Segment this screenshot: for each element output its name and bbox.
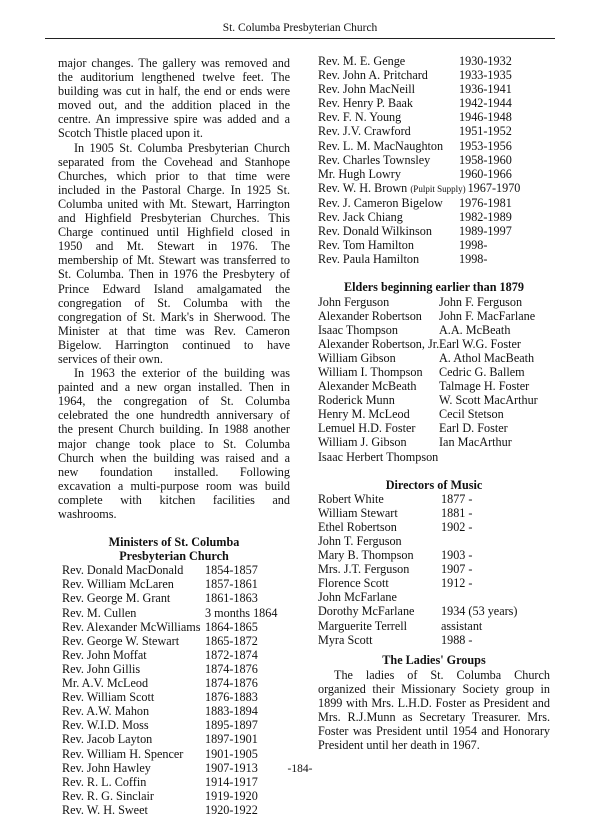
elder-row-value: W. Scott MacArthur	[439, 393, 538, 408]
minister-row-value: 1930-1932	[459, 54, 512, 68]
elder-row	[318, 435, 550, 449]
minister-row-value: 1960-1966	[459, 166, 512, 181]
music-director-row	[318, 619, 550, 633]
minister-row	[318, 96, 550, 110]
paragraph-2: In 1905 St. Columba Presbyterian Church separated from the Covehead and Stanhope Churches, which prior to that time were included in the Pastoral Charge. In 1925 St. Columba united with Mt. Stewart, Harrington and Highfield Presbyterian Churches. This Charge continued until Highfield closed in 1950 and Mt. Stewart in 1976. The membership of Mt. Stewart was transferred to St. Columba. Then in 1976 the Presbytery of Prince Edward Island amalgamated the congregation of St. Columba with the congregation of St. Mark's in Sherwood. The Minister at that time was Rev. Cameron Bigelow. Harrington continued to have services of their own.	[58, 140, 290, 366]
minister-row-value: 1946-1948	[459, 110, 512, 125]
music-director-row-name: William Stewart	[318, 505, 398, 520]
minister-row-name: Rev. Jacob Layton	[62, 732, 153, 747]
elder-row	[318, 379, 550, 393]
minister-row	[62, 718, 290, 732]
elder-row	[318, 365, 550, 379]
minister-row-name: Rev. W.I.D. Moss	[62, 718, 149, 733]
minister-row-value: 1920-1922	[205, 802, 258, 817]
elders-list	[318, 295, 550, 464]
ladies-heading: The Ladies' Groups	[382, 652, 486, 667]
minister-row-name: Mr. Hugh Lowry	[318, 166, 401, 181]
elder-row-name: Alexander McBeath	[318, 379, 417, 394]
music-director-row	[318, 590, 550, 604]
minister-row	[318, 252, 550, 266]
elder-row-name: Isaac Thompson	[318, 322, 398, 337]
elder-row-name: John Ferguson	[318, 294, 390, 309]
minister-row-name: Rev. John Gillis	[62, 661, 141, 676]
minister-row-value: 1907-1913	[205, 760, 258, 775]
minister-row-value: 1951-1952	[459, 124, 512, 139]
minister-row-name: Rev. William McLaren	[62, 577, 174, 592]
minister-row	[62, 789, 290, 803]
minister-row-value: 1998-	[459, 238, 488, 253]
elder-row-name: Roderick Munn	[318, 393, 395, 408]
minister-row-value: 1883-1894	[205, 704, 258, 719]
minister-row-name: Rev. A.W. Mahon	[62, 704, 150, 719]
music-director-row	[318, 534, 550, 548]
minister-row	[62, 690, 290, 704]
music-director-row-name: Marguerite Terrell	[318, 618, 408, 633]
page-number: -184-	[287, 763, 313, 775]
elder-row	[318, 407, 550, 421]
minister-row-name: Rev. John A. Pritchard	[318, 68, 428, 83]
music-director-row-name: Robert White	[318, 491, 384, 506]
left-column	[58, 56, 290, 817]
music-director-row-value: 1907 -	[441, 562, 473, 577]
music-director-row-value: 1934 (53 years)	[441, 604, 518, 619]
music-director-row-value: 1902 -	[441, 519, 473, 534]
minister-row	[62, 606, 290, 620]
minister-row-value: 1872-1874	[205, 647, 258, 662]
minister-row-value: 1936-1941	[459, 82, 512, 97]
minister-row	[62, 648, 290, 662]
minister-row	[62, 577, 290, 591]
minister-row	[318, 238, 550, 252]
elder-row-value: Cedric G. Ballem	[439, 364, 525, 379]
ladies-paragraph: The ladies of St. Columba Church organized their Missionary Society group in 1899 with Mrs. L.H.D. Foster as President and Mrs. R.J.Munn as Secretary Treasurer. Mrs. Foster was President until 1954 and Honorary President until her death in 1967.	[318, 667, 550, 753]
minister-row-value: 1976-1981	[459, 195, 512, 210]
minister-row	[62, 634, 290, 648]
minister-row-value: 1861-1863	[205, 591, 258, 606]
ministers-heading-1: Ministers of St. Columba	[108, 535, 240, 550]
minister-row	[318, 68, 550, 82]
minister-row	[318, 210, 550, 224]
minister-row	[62, 732, 290, 746]
music-director-row-value: 1912 -	[441, 576, 473, 591]
minister-row-value: 1864-1865	[205, 619, 258, 634]
minister-years: 1967-1970	[467, 180, 521, 195]
elder-row-name: William J. Gibson	[318, 435, 407, 450]
minister-row-value: 1942-1944	[459, 96, 512, 111]
minister-row-value: 1958-1960	[459, 152, 512, 167]
music-director-row-name: Florence Scott	[318, 576, 389, 591]
minister-row	[318, 54, 550, 68]
minister-row	[318, 196, 550, 210]
elder-row	[318, 421, 550, 435]
elder-row-value: Cecil Stetson	[439, 407, 504, 422]
minister-row	[318, 153, 550, 167]
minister-row-brown	[318, 181, 550, 196]
ministers-list-left	[58, 563, 290, 817]
minister-row-name: Rev. William Scott	[62, 690, 155, 705]
elder-row-name: Alexander Robertson, Jr.	[318, 336, 440, 351]
music-director-row-value: 1877 -	[441, 491, 473, 506]
minister-row-value: 1874-1876	[205, 661, 258, 676]
minister-row-value: 1933-1935	[459, 68, 512, 83]
minister-row	[62, 591, 290, 605]
right-column	[318, 56, 550, 752]
minister-row-value: 1919-1920	[205, 788, 258, 803]
minister-row	[62, 747, 290, 761]
minister-row-value: 1901-1905	[205, 746, 258, 761]
minister-row-name: Rev. W. H. Sweet	[62, 802, 148, 817]
elder-row	[318, 351, 550, 365]
music-director-row	[318, 520, 550, 534]
music-director-row-name: Dorothy McFarlane	[318, 604, 415, 619]
minister-row-name: Rev. Alexander McWilliams	[62, 619, 201, 634]
minister-row-value: 3 months 1864	[205, 605, 278, 620]
minister-row	[318, 110, 550, 124]
minister-row-name: Rev. Jack Chiang	[318, 210, 403, 225]
running-header: St. Columba Presbyterian Church	[222, 22, 378, 34]
minister-row-value: 1876-1883	[205, 690, 258, 705]
elder-row-value: John F. MacFarlane	[439, 308, 536, 323]
music-director-row	[318, 506, 550, 520]
elder-row	[318, 323, 550, 337]
minister-row-name: Rev. Tom Hamilton	[318, 238, 414, 253]
elder-row-value: John F. Ferguson	[439, 294, 523, 309]
minister-row-name: Rev. John Moffat	[62, 647, 147, 662]
music-director-row	[318, 576, 550, 590]
minister-row	[318, 224, 550, 238]
minister-row-value: 1914-1917	[205, 774, 258, 789]
minister-row-value: 1953-1956	[459, 138, 512, 153]
minister-row-name: Rev. F. N. Young	[318, 110, 402, 125]
elder-row-name: William Gibson	[318, 350, 396, 365]
music-director-row-name: Ethel Robertson	[318, 519, 397, 534]
elder-row	[318, 295, 550, 309]
minister-row	[62, 563, 290, 577]
minister-row-value: 1897-1901	[205, 732, 258, 747]
paragraph-3: In 1963 the exterior of the building was painted and a new organ installed. Then in 1964, the congregation of St. Columba celebrated the one hundredth anniversary of the present Church building. In 1988 another major change took place to St. Columba Church when the building was raised and a new foundation installed. Following excavation a multi-purpose room was build complete with kitchen facilities and washrooms.	[58, 366, 290, 521]
minister-row	[318, 82, 550, 96]
elder-row	[318, 337, 550, 351]
pulpit-supply-note: (Pulpit Supply)	[410, 183, 466, 194]
elder-row-name: Isaac Herbert Thompson	[318, 449, 439, 464]
minister-row	[62, 803, 290, 817]
paragraph-1: major changes. The gallery was removed and the auditorium lengthened twelve feet. The building was cut in half, the end or ends were moved out, and the addition placed in the centre. An impressive spire was added and a Scotch Thistle placed upon it.	[58, 56, 290, 141]
music-director-row-value: assistant	[441, 618, 483, 633]
elder-row-name: Lemuel H.D. Foster	[318, 421, 416, 436]
minister-row-name: Rev. Donald MacDonald	[62, 563, 184, 578]
minister-row	[62, 676, 290, 690]
minister-row-value: 1865-1872	[205, 633, 258, 648]
minister-row-value: 1989-1997	[459, 224, 512, 239]
minister-row-value: 1854-1857	[205, 563, 258, 578]
minister-row	[62, 620, 290, 634]
minister-row-name: Rev. R. G. Sinclair	[62, 788, 154, 803]
music-director-row	[318, 604, 550, 618]
minister-row-name: Rev. John MacNeill	[318, 82, 416, 97]
elders-heading: Elders beginning earlier than 1879	[344, 280, 524, 295]
ministers-list-right-2	[318, 196, 550, 266]
elder-row-value: Ian MacArthur	[439, 435, 512, 450]
elder-row-name: Alexander Robertson	[318, 308, 422, 323]
minister-row-name: Rev. Donald Wilkinson	[318, 224, 432, 239]
minister-row-value: 1982-1989	[459, 210, 512, 225]
minister-row-name: Rev. J.V. Crawford	[318, 124, 411, 139]
music-director-row	[318, 562, 550, 576]
elder-row-value: Earl D. Foster	[439, 421, 508, 436]
minister-row-value: 1874-1876	[205, 676, 258, 691]
minister-row-name: Mr. A.V. McLeod	[62, 676, 149, 691]
minister-row	[62, 775, 290, 789]
elder-row-value: A. Athol MacBeath	[439, 350, 535, 365]
music-director-row-name: John T. Ferguson	[318, 534, 402, 548]
music-director-row-value: 1903 -	[441, 548, 473, 563]
minister-row	[62, 662, 290, 676]
minister-row-name: Rev. Charles Townsley	[318, 152, 431, 167]
music-directors-list	[318, 492, 550, 647]
music-director-row-name: Myra Scott	[318, 632, 373, 647]
minister-row-name: Rev. M. E. Genge	[318, 54, 406, 68]
minister-row-name: Rev. George W. Stewart	[62, 633, 180, 648]
minister-row-value: 1857-1861	[205, 577, 258, 592]
elder-row-value: Earl W.G. Foster	[439, 336, 521, 351]
elder-row	[318, 450, 550, 464]
elder-row-name: William I. Thompson	[318, 364, 423, 379]
music-director-row-name: Mrs. J.T. Ferguson	[318, 562, 410, 577]
elder-row-value: Talmage H. Foster	[439, 379, 530, 394]
elder-row-value: A.A. McBeath	[439, 322, 511, 337]
minister-row-name: Rev. L. M. MacNaughton	[318, 138, 444, 153]
music-director-row	[318, 633, 550, 647]
minister-row-name: Rev. R. L. Coffin	[62, 774, 147, 789]
minister-row-name: Rev. William H. Spencer	[62, 746, 184, 761]
minister-name: Rev. W. H. Brown (Pulpit Supply)	[318, 180, 466, 195]
music-director-row-name: John McFarlane	[318, 590, 397, 605]
elder-row	[318, 309, 550, 323]
elder-row-name: Henry M. McLeod	[318, 407, 410, 422]
ministers-heading-2: Presbyterian Church	[119, 549, 229, 564]
music-director-row-value: 1881 -	[441, 505, 473, 520]
minister-row-value: 1998-	[459, 252, 488, 267]
minister-row	[318, 139, 550, 153]
music-heading: Directors of Music	[385, 477, 483, 492]
minister-row	[318, 167, 550, 181]
minister-row-name: Rev. J. Cameron Bigelow	[318, 195, 443, 210]
minister-row-name: Rev. Henry P. Baak	[318, 96, 413, 111]
ministers-list-right	[318, 54, 550, 181]
music-director-row	[318, 548, 550, 562]
minister-row-name: Rev. George M. Grant	[62, 591, 171, 606]
music-director-row-value: 1988 -	[441, 632, 473, 647]
minister-row-name: Rev. Paula Hamilton	[318, 252, 420, 267]
minister-row	[62, 704, 290, 718]
minister-row-name: Rev. John Hawley	[62, 760, 151, 775]
elder-row	[318, 393, 550, 407]
music-director-row-name: Mary B. Thompson	[318, 548, 414, 563]
header-rule	[45, 38, 555, 39]
music-director-row	[318, 492, 550, 506]
minister-row-name: Rev. M. Cullen	[62, 605, 137, 620]
minister-row-value: 1895-1897	[205, 718, 258, 733]
minister-row	[318, 124, 550, 138]
